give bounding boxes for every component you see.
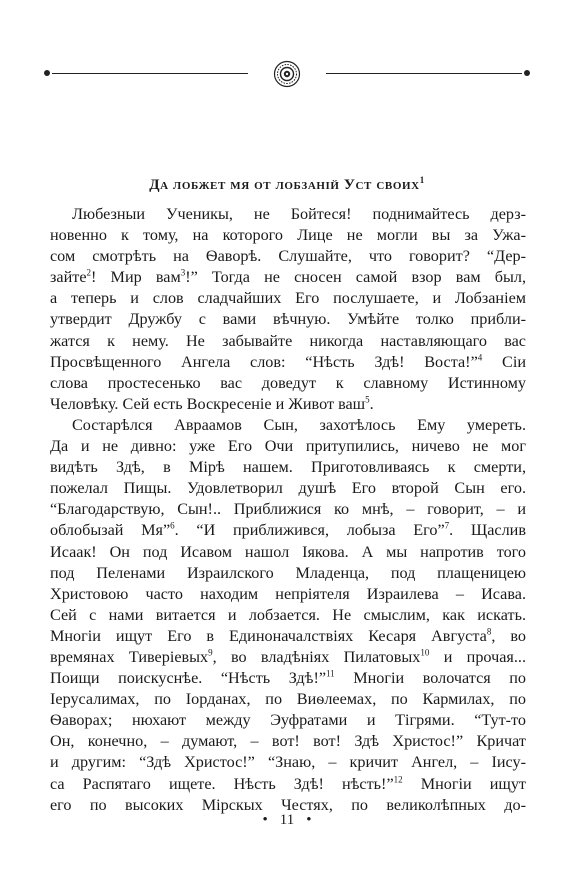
- text-run: Любезныи Ученикы, не Бойтеся! поднимайтесь дерз-: [72, 205, 526, 223]
- text-line: [50, 626, 526, 647]
- text-line: [50, 436, 526, 457]
- body-text: [50, 204, 526, 816]
- footnote-ref: 10: [420, 647, 430, 658]
- header-ornament: [44, 60, 530, 88]
- text-line: [50, 520, 526, 541]
- text-line: [50, 668, 526, 689]
- text-run: .: [369, 394, 374, 413]
- text-run: “Благодарствую, Сын!.. Приближися ко мнѣ, – говорит, – и: [50, 500, 526, 519]
- text-run: облобызай Мя”: [50, 521, 171, 540]
- text-run: Исаак! Он под Исавом нашол Іякова. А мы напротив того: [50, 542, 526, 561]
- text-run: ! Мир вам: [91, 268, 181, 287]
- text-line: [50, 542, 526, 563]
- text-line: [50, 710, 526, 731]
- chapter-title: [0, 175, 574, 194]
- text-run: времянах Тиверіевых: [50, 647, 209, 666]
- text-run: Ѳаворах; нюхают между Эуфратами и Тігрями. “Тут-то: [50, 711, 526, 730]
- text-line: [50, 309, 526, 330]
- text-run: са Распятаго ищете. Нѣсть Здѣ! нѣсть!”: [50, 774, 394, 793]
- text-run: пожелал Пищы. Удовлетворил душѣ Его второй Сын его.: [50, 479, 526, 498]
- text-run: Сей с нами витается и лобзается. Не смыслим, как искать.: [50, 605, 526, 624]
- text-run: Христовою часто находим непріятеля Израилева – Исава.: [50, 584, 526, 603]
- ornament-rule-right: [326, 73, 522, 74]
- text-run: Да и не дивно: уже Его Очи притупились, ничево не мог: [50, 437, 526, 456]
- footer-bullet-left: •: [262, 812, 268, 828]
- text-run: и другим: “Здѣ Христос!” “Знаю, – кричит Ангел, – Іису-: [50, 753, 526, 772]
- text-line: [50, 246, 526, 267]
- text-run: . Щаслив: [449, 521, 526, 540]
- ornament-dot-left: [44, 70, 50, 76]
- text-line: [50, 478, 526, 499]
- text-line: [50, 288, 526, 309]
- footnote-ref: 3: [180, 267, 186, 278]
- text-line: [50, 415, 526, 436]
- text-line: [50, 352, 526, 373]
- text-line: [50, 373, 526, 394]
- text-run: сом смотрѣть на Ѳаворѣ. Слушайте, что говорит? “Дер-: [50, 247, 526, 266]
- footnote-ref: 2: [86, 267, 92, 278]
- footnote-ref: 12: [393, 774, 403, 785]
- text-run: Человѣку. Сей есть Воскресеніе и Живот ваш: [50, 394, 366, 413]
- text-line: [50, 225, 526, 246]
- ornament-dot-right: [524, 70, 530, 76]
- text-run: Состарѣлся Авраамов Сын, захотѣлось Ему умереть.: [72, 415, 526, 434]
- ornament-rule-left: [52, 73, 248, 74]
- text-line: [50, 204, 526, 225]
- text-run: Просвѣщенного Ангела слов: “Нѣсть Здѣ! Воста!”: [50, 352, 478, 371]
- text-line: [50, 331, 526, 352]
- text-run: Многіи ищут Его в Единоначалствіях Кесаря Августа: [50, 626, 487, 645]
- text-run: !” Тогда не сносен самой взор вам был,: [185, 268, 526, 287]
- text-run: , во владѣніях Пилатовых: [212, 647, 421, 666]
- footnote-ref: 4: [477, 352, 483, 363]
- footnote-ref: 11: [326, 668, 335, 679]
- footer-bullet-right: •: [306, 812, 312, 828]
- text-line: [50, 752, 526, 773]
- text-run: Многіи волочатся по: [334, 669, 526, 688]
- text-run: зайте: [50, 268, 87, 287]
- text-run: Многіи ищут: [402, 774, 526, 793]
- text-run: жатся к нему. Не забывайте никогда наставляющаго вас: [50, 331, 526, 350]
- footnote-ref: 7: [444, 521, 450, 532]
- text-run: новенно к тому, на которого Лице не могли вы за Ужа-: [50, 226, 526, 245]
- text-run: а теперь и слов сладчайших Его послушаете, и Лобзаніем: [50, 289, 526, 308]
- text-run: слова простесенько вас доведут к славному Истинному: [50, 373, 526, 392]
- footnote-ref: 6: [170, 521, 175, 532]
- text-run: . “И приближився, лобыза Его”: [174, 521, 445, 540]
- text-line: [50, 499, 526, 520]
- text-run: Сіи: [482, 352, 526, 371]
- page-footer: [0, 812, 574, 829]
- text-run: видѣть Здѣ, в Мірѣ нашем. Приготовливаясь к смерти,: [50, 458, 526, 477]
- footnote-ref: 8: [486, 626, 492, 637]
- text-run: его по высоких Мірскых Честях, по великолѣпных до-: [50, 795, 526, 814]
- text-line: [50, 689, 526, 710]
- text-run: Поищи поискуснѣе. “Нѣсть Здѣ!”: [50, 669, 327, 688]
- text-line: [50, 774, 526, 795]
- text-run: и прочая...: [429, 647, 526, 666]
- footnote-ref: 5: [365, 394, 370, 405]
- text-line: [50, 563, 526, 584]
- text-line: [50, 584, 526, 605]
- text-line: [50, 394, 526, 415]
- text-line: [50, 457, 526, 478]
- text-line: [50, 647, 526, 668]
- text-line: [50, 731, 526, 752]
- text-run: Іерусалимах, по Іорданах, по Виѳлеемах, по Кармилах, по: [50, 690, 526, 709]
- text-line: [50, 267, 526, 288]
- text-line: [50, 605, 526, 626]
- sun-medallion-icon: [273, 60, 301, 88]
- text-run: утвердит Дружбу с вами вѣчную. Умѣйте толко прибли-: [50, 310, 526, 329]
- footnote-ref: 1: [419, 175, 425, 185]
- text-run: под Пеленами Израилского Младенца, под плащеницею: [50, 563, 526, 582]
- text-run: , во: [491, 626, 526, 645]
- page-number: 11: [279, 812, 295, 828]
- chapter-title-text: Да лобжет мя от лобзаній Уст своих: [149, 177, 420, 193]
- text-run: Он, конечно, – думают, – вот! вот! Здѣ Христос!” Кричат: [50, 732, 526, 751]
- footnote-ref: 9: [208, 647, 213, 658]
